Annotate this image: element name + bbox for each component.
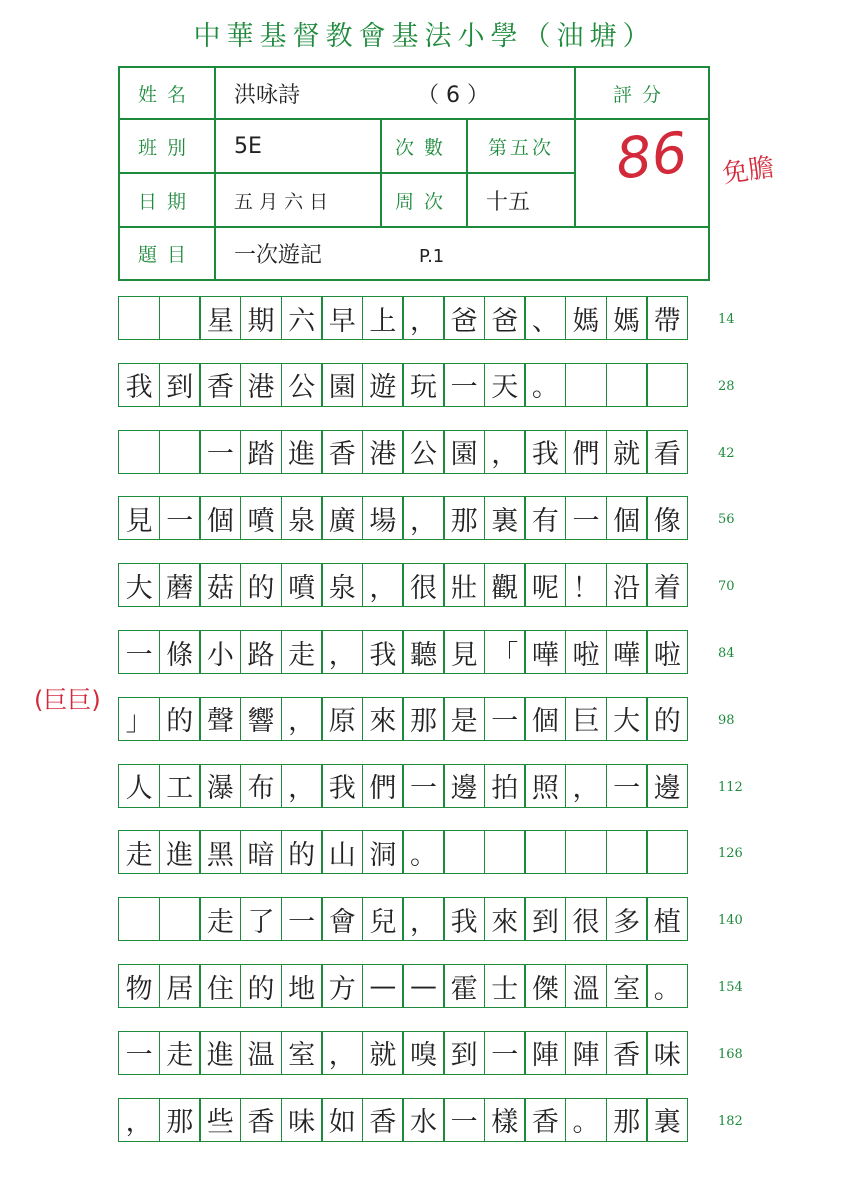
week-label: 周次 [381,173,467,227]
grid-row [118,296,708,340]
grid-cell: 見 [118,496,160,540]
grid-cell: 山 [321,830,363,874]
grid-cell: 天 [484,363,526,407]
grid-cell: 沿 [606,563,648,607]
grid-cell [606,830,648,874]
grid-cell: 裏 [646,1098,688,1142]
page-number: P.1 [419,246,445,267]
grid-cell: 看 [646,430,688,474]
grid-cell: 嘩 [606,630,648,674]
grid-cell [565,830,607,874]
grid-cell: ， [281,697,323,741]
grid-cell [646,363,688,407]
grid-cell: 居 [159,964,201,1008]
grid-cell: 我 [524,430,566,474]
grid-cell: 泉 [321,563,363,607]
grid-cell: 一 [606,764,648,808]
grid-cell: 香 [606,1031,648,1075]
grid-cell: 那 [443,496,485,540]
grid-cell: 兒 [362,897,404,941]
grid-cell: 帶 [646,296,688,340]
grid-cell: 邊 [646,764,688,808]
grid-cell: 很 [565,897,607,941]
grid-cell: 洞 [362,830,404,874]
row-char-count: 28 [718,378,735,394]
row-char-count: 56 [718,512,735,528]
school-title: 中華基督教會基法小學（油塘） [193,21,656,52]
grid-cell: ！ [565,563,607,607]
grid-cell: 港 [362,430,404,474]
grid-row [118,897,708,941]
grid-cell: ， [402,496,444,540]
grid-cell: 香 [524,1098,566,1142]
grid-cell: 一 [118,1031,160,1075]
grid-cell: 多 [606,897,648,941]
grid-row [118,563,708,607]
grid-cell: 。 [646,964,688,1008]
grid-cell: 。 [402,830,444,874]
grid-cell: 我 [118,363,160,407]
grid-cell: 味 [646,1031,688,1075]
row-char-count: 112 [718,779,743,795]
grid-cell: 就 [362,1031,404,1075]
row-char-count: 182 [718,1113,743,1129]
grid-cell: 路 [240,630,282,674]
grid-cell: 嘩 [524,630,566,674]
grid-row [118,830,708,874]
grid-cell: 一 [281,897,323,941]
grid-cell: 黑 [199,830,241,874]
grid-cell: 來 [362,697,404,741]
grid-cell: 大 [606,697,648,741]
grid-cell: 媽 [565,296,607,340]
grid-cell: 一 [565,496,607,540]
grid-cell: 温 [240,1031,282,1075]
grid-cell: 原 [321,697,363,741]
grid-cell: 有 [524,496,566,540]
grid-cell: 邊 [443,764,485,808]
teacher-margin-correction: (巨巨) [34,686,101,714]
grid-cell: 爸 [443,296,485,340]
grid-cell: 早 [321,296,363,340]
grid-cell: 室 [281,1031,323,1075]
grid-cell: 瀑 [199,764,241,808]
grid-row [118,496,708,540]
grid-cell: 玩 [402,363,444,407]
grid-cell: 觀 [484,563,526,607]
grid-row [118,764,708,808]
grid-cell: 一 [159,496,201,540]
grid-cell: 一 [484,697,526,741]
row-char-count: 126 [718,846,743,862]
grid-cell: 見 [443,630,485,674]
grid-cell: 我 [443,897,485,941]
grid-cell: 一 [199,430,241,474]
grid-cell: — [362,964,404,1008]
name-field [215,67,575,119]
grid-row [118,630,708,674]
grid-cell: 進 [281,430,323,474]
grid-cell: 們 [565,430,607,474]
grid-cell: 蘑 [159,563,201,607]
grid-cell: 陣 [524,1031,566,1075]
grid-cell: 味 [281,1098,323,1142]
times-value: 第五次 [467,119,575,173]
grid-cell: 着 [646,563,688,607]
grid-cell: 的 [159,697,201,741]
grid-cell: 巨 [565,697,607,741]
row-char-count: 98 [718,712,735,728]
grid-cell: 港 [240,363,282,407]
grid-cell: 來 [484,897,526,941]
grid-cell: 到 [524,897,566,941]
grid-cell: ， [321,630,363,674]
grid-cell: 泉 [281,496,323,540]
grid-cell: 香 [240,1098,282,1142]
grid-cell: ， [402,897,444,941]
grid-cell: 噴 [281,563,323,607]
grid-cell: 的 [281,830,323,874]
grid-cell [118,430,160,474]
grid-row [118,697,708,741]
grid-row [118,1031,708,1075]
grid-cell: 方 [321,964,363,1008]
grid-cell: 像 [646,496,688,540]
grid-cell: 個 [524,697,566,741]
date-value: 五 月 六 日 [215,173,381,227]
grid-cell: 噴 [240,496,282,540]
grid-cell: 大 [118,563,160,607]
grid-cell: 香 [362,1098,404,1142]
row-char-count: 140 [718,913,743,929]
grid-cell: 嗅 [402,1031,444,1075]
grid-cell: 走 [118,830,160,874]
grid-cell: 一 [118,630,160,674]
grid-cell: 我 [362,630,404,674]
grid-cell: 住 [199,964,241,1008]
grid-cell: 的 [240,964,282,1008]
grid-cell: 星 [199,296,241,340]
score-label: 評分 [575,67,709,119]
grid-cell: 媽 [606,296,648,340]
grid-cell: 人 [118,764,160,808]
grid-cell: 聽 [402,630,444,674]
grid-cell: 公 [402,430,444,474]
grid-cell: 傑 [524,964,566,1008]
grid-cell: 到 [443,1031,485,1075]
class-number: （ 6 ） [417,82,489,108]
grid-cell: ， [118,1098,160,1142]
grid-cell: 很 [402,563,444,607]
grid-cell: 到 [159,363,201,407]
grid-cell [118,897,160,941]
grid-row [118,964,708,1008]
grid-cell: 公 [281,363,323,407]
name-label: 姓名 [119,67,215,119]
grid-cell: 物 [118,964,160,1008]
grid-cell: 踏 [240,430,282,474]
grid-cell: 遊 [362,363,404,407]
grid-cell: 溫 [565,964,607,1008]
grid-cell: 就 [606,430,648,474]
grid-cell: 走 [199,897,241,941]
grid-cell: — [402,964,444,1008]
grid-cell: ， [484,430,526,474]
grid-cell [443,830,485,874]
grid-cell: 些 [199,1098,241,1142]
grid-cell: 啦 [565,630,607,674]
grid-cell: 進 [199,1031,241,1075]
grid-cell: 個 [606,496,648,540]
grid-cell: 那 [159,1098,201,1142]
grid-cell: 條 [159,630,201,674]
row-char-count: 70 [718,579,735,595]
grid-cell [646,830,688,874]
grid-row [118,430,708,474]
grid-cell: 壯 [443,563,485,607]
grid-cell: 六 [281,296,323,340]
grid-cell: 」 [118,697,160,741]
row-char-count: 42 [718,445,735,461]
grid-cell: 爸 [484,296,526,340]
grid-cell: 照 [524,764,566,808]
grid-row [118,363,708,407]
topic-label: 題目 [119,227,215,280]
grid-cell: ， [565,764,607,808]
grid-cell: 期 [240,296,282,340]
grid-cell: 植 [646,897,688,941]
grid-cell: 一 [402,764,444,808]
grid-cell: 、 [524,296,566,340]
grid-cell: 香 [199,363,241,407]
grid-cell: 霍 [443,964,485,1008]
grid-cell: 的 [240,563,282,607]
grid-cell: 響 [240,697,282,741]
grid-cell: 那 [606,1098,648,1142]
grid-cell: 樣 [484,1098,526,1142]
grid-cell: 拍 [484,764,526,808]
grid-cell: ， [281,764,323,808]
grid-cell: 裏 [484,496,526,540]
score-value: 86 [612,120,691,193]
grid-cell [159,897,201,941]
grid-cell: ， [362,563,404,607]
grid-cell [565,363,607,407]
grid-cell [159,296,201,340]
header-form [118,66,710,281]
grid-cell: 那 [402,697,444,741]
grid-cell: 我 [321,764,363,808]
row-char-count: 168 [718,1046,743,1062]
grid-cell: 「 [484,630,526,674]
grid-cell: 了 [240,897,282,941]
grid-cell: 一 [443,363,485,407]
grid-cell: 聲 [199,697,241,741]
grid-cell [484,830,526,874]
grid-cell: 士 [484,964,526,1008]
grid-cell: 。 [565,1098,607,1142]
grid-cell: 走 [159,1031,201,1075]
grid-cell: ， [321,1031,363,1075]
grid-cell: 啦 [646,630,688,674]
row-char-count: 84 [718,646,735,661]
grid-cell: 走 [281,630,323,674]
topic-value: 一次遊記 [234,243,323,268]
grid-cell: 園 [443,430,485,474]
row-char-count: 154 [718,980,743,995]
grid-cell: 進 [159,830,201,874]
grid-cell: 地 [281,964,323,1008]
times-label: 次數 [381,119,467,173]
grid-cell: 菇 [199,563,241,607]
teacher-side-note: 免膽 [720,152,777,190]
grid-cell: 小 [199,630,241,674]
grid-cell: 水 [402,1098,444,1142]
grid-cell [118,296,160,340]
grid-row [118,1098,708,1142]
class-value: 5E [215,119,381,173]
grid-cell: 呢 [524,563,566,607]
name-value: 洪咏詩 [234,82,301,108]
grid-cell: 如 [321,1098,363,1142]
topic-field [215,227,709,280]
grid-cell: 陣 [565,1031,607,1075]
grid-cell: 。 [524,363,566,407]
grid-cell: 們 [362,764,404,808]
grid-cell: 布 [240,764,282,808]
grid-cell: 工 [159,764,201,808]
grid-cell: 上 [362,296,404,340]
grid-cell: 廣 [321,496,363,540]
grid-cell [524,830,566,874]
grid-cell: 香 [321,430,363,474]
score-box [575,119,709,227]
grid-cell: 個 [199,496,241,540]
grid-cell: 場 [362,496,404,540]
grid-cell: 會 [321,897,363,941]
grid-cell: 一 [484,1031,526,1075]
grid-cell: 室 [606,964,648,1008]
grid-cell: 的 [646,697,688,741]
grid-cell: ， [402,296,444,340]
row-char-count: 14 [718,312,735,327]
grid-cell: 暗 [240,830,282,874]
date-label: 日期 [119,173,215,227]
week-value: 十五 [467,173,575,227]
grid-cell [159,430,201,474]
grid-cell [606,363,648,407]
class-label: 班別 [119,119,215,173]
grid-cell: 一 [443,1098,485,1142]
grid-cell: 園 [321,363,363,407]
grid-cell: 是 [443,697,485,741]
